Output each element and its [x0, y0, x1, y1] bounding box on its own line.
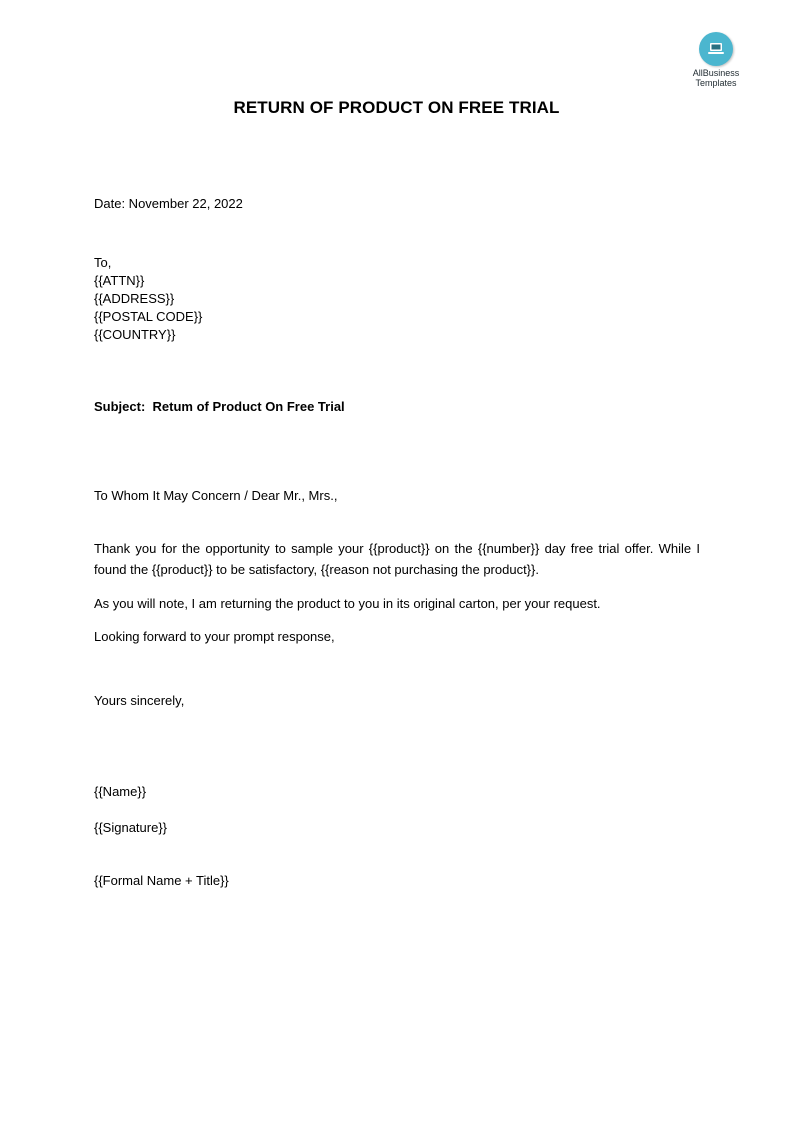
signature-placeholder: {{Signature}} — [94, 820, 168, 835]
recipient-postal-code: {{POSTAL CODE}} — [94, 309, 203, 324]
salutation: To Whom It May Concern / Dear Mr., Mrs., — [94, 488, 338, 503]
signature-name: {{Name}} — [94, 784, 147, 799]
body-paragraph-1: Thank you for the opportunity to sample your {{product}} on the {{number}} day free trial offer. While I found the {{product}} to be satisfactory, {{reason not purchasing the product}}. — [94, 541, 700, 577]
closing: Yours sincerely, — [94, 693, 185, 708]
logo-text — [680, 68, 752, 88]
document-title: RETURN OF PRODUCT ON FREE TRIAL — [233, 98, 560, 117]
body-paragraph-2: As you will note, I am returning the product to you in its original carton, per your request. — [94, 596, 601, 611]
allbusiness-templates-logo — [680, 32, 752, 88]
recipient-address: {{ADDRESS}} — [94, 291, 175, 306]
recipient-attn: {{ATTN}} — [94, 273, 145, 288]
subject-text: Retum of Product On Free Trial — [152, 399, 345, 414]
laptop-icon — [699, 32, 733, 66]
logo-line-1: AllBusiness — [692, 68, 740, 78]
body-paragraph-3: Looking forward to your prompt response, — [94, 629, 335, 644]
logo-line-2: Templates — [695, 78, 737, 88]
recipient-to: To, — [94, 255, 112, 270]
subject-label: Subject: — [94, 399, 146, 414]
date-line: Date: November 22, 2022 — [94, 196, 243, 211]
subject-line — [94, 398, 345, 416]
signature-formal-name-title: {{Formal Name + Title}} — [94, 873, 229, 888]
recipient-country: {{COUNTRY}} — [94, 327, 176, 342]
